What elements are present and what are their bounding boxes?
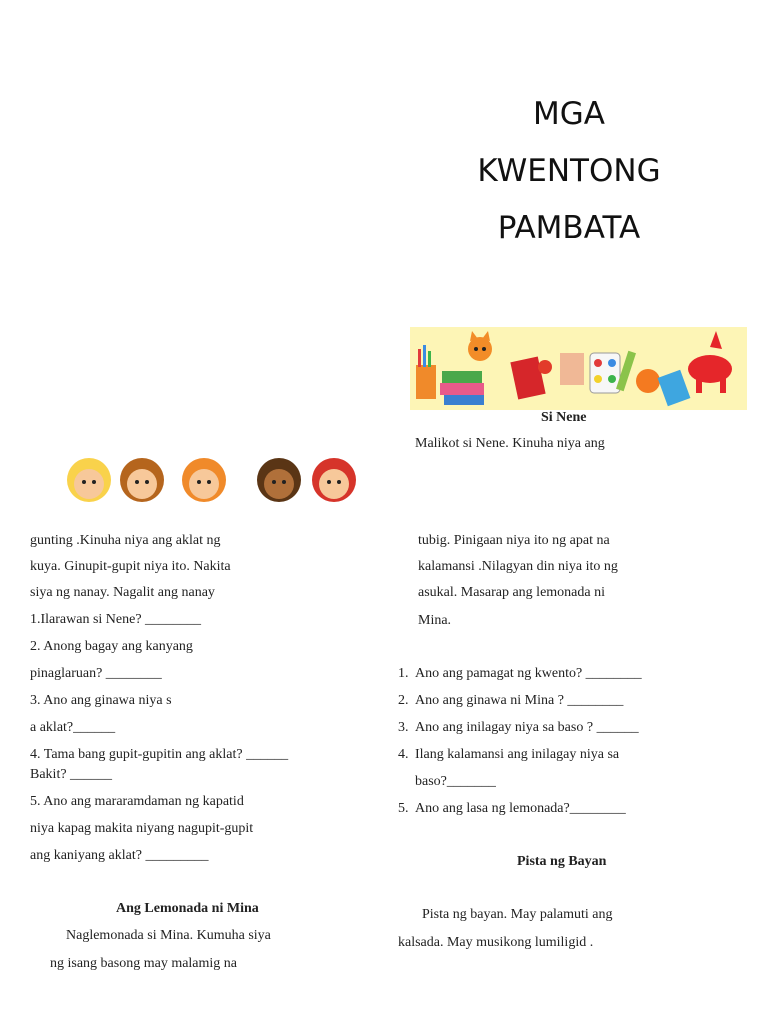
child-face-icon — [257, 458, 301, 502]
story1-question: ang kaniyang aklat? _________ — [30, 848, 209, 863]
story2-question: Ano ang pamagat ng kwento? ________ — [415, 666, 642, 681]
story2-line: Naglemonada si Mina. Kumuha siya — [66, 928, 271, 943]
story2-question-number: 1. — [398, 666, 409, 681]
story1-question: Bakit? ______ — [30, 767, 113, 782]
story2-line: ng isang basong may malamig na — [50, 956, 238, 971]
story2-question-number: 4. — [398, 747, 409, 762]
story2-question: baso?_______ — [415, 774, 496, 789]
story1-question: 2. Anong bagay ang kanyang — [30, 639, 193, 654]
story2-question: Ano ang lasa ng lemonada?________ — [415, 801, 626, 816]
paint-palette-icon — [590, 353, 620, 393]
story1-question: a aklat?______ — [30, 720, 116, 735]
story3-line: Pista ng bayan. May palamuti ang — [422, 907, 613, 922]
story1-question: 5. Ano ang mararamdaman ng kapatid — [30, 794, 244, 809]
child-face-icon — [120, 458, 164, 502]
story2-line: tubig. Pinigaan niya ito ng apat na — [418, 533, 610, 548]
school-supplies-banner — [410, 327, 747, 410]
story2-question: Ano ang ginawa ni Mina ? ________ — [415, 693, 624, 708]
story1-question: 3. Ano ang ginawa niya s — [30, 693, 172, 708]
story1-question: 4. Tama bang gupit-gupitin ang aklat? ______ — [30, 747, 289, 762]
title-line-2: KWENTONG — [477, 153, 661, 189]
apple-icon — [538, 360, 552, 374]
story1-line: Malikot si Nene. Kinuha niya ang — [415, 436, 605, 451]
title-line-3: PAMBATA — [497, 210, 641, 246]
story2-question-number: 3. — [398, 720, 409, 735]
child-face-icon — [182, 458, 226, 502]
story2-line: asukal. Masarap ang lemonada ni — [418, 585, 605, 600]
paper-bag-icon — [560, 353, 584, 385]
school-supplies-illustration — [410, 327, 747, 410]
story2-line: Mina. — [418, 613, 452, 628]
story2-title: Ang Lemonada ni Mina — [116, 901, 259, 916]
story2-question-number: 5. — [398, 801, 409, 816]
child-face-icon — [312, 458, 356, 502]
kids-faces-illustration — [44, 448, 382, 502]
story1-question: niya kapag makita niyang nagupit-gupit — [30, 821, 254, 836]
story3-line: kalsada. May musikong lumiligid . — [398, 935, 594, 950]
story2-question: Ilang kalamansi ang inilagay niya sa — [415, 747, 620, 762]
child-face-icon — [67, 458, 111, 502]
story1-line: siya ng nanay. Nagalit ang nanay — [30, 585, 215, 600]
story1-question: pinaglaruan? ________ — [30, 666, 162, 681]
story1-question: 1.Ilarawan si Nene? ________ — [30, 612, 202, 627]
story2-line: kalamansi .Nilagyan din niya ito ng — [418, 559, 618, 574]
pencil-cup-icon — [416, 365, 436, 399]
cat-icon — [468, 337, 492, 361]
story1-line: kuya. Ginupit-gupit niya ito. Nakita — [30, 559, 231, 574]
story3-title: Pista ng Bayan — [517, 854, 607, 869]
story2-question: Ano ang inilagay niya sa baso ? ______ — [415, 720, 639, 735]
booklet-title — [430, 86, 708, 257]
story1-line: gunting .Kinuha niya ang aklat ng — [30, 533, 221, 548]
books-icon — [442, 371, 482, 383]
title-line-1: MGA — [533, 96, 605, 132]
blue-book-icon — [658, 370, 691, 406]
story2-question-number: 2. — [398, 693, 409, 708]
story1-title: Si Nene — [541, 410, 587, 425]
ball-icon — [636, 369, 660, 393]
